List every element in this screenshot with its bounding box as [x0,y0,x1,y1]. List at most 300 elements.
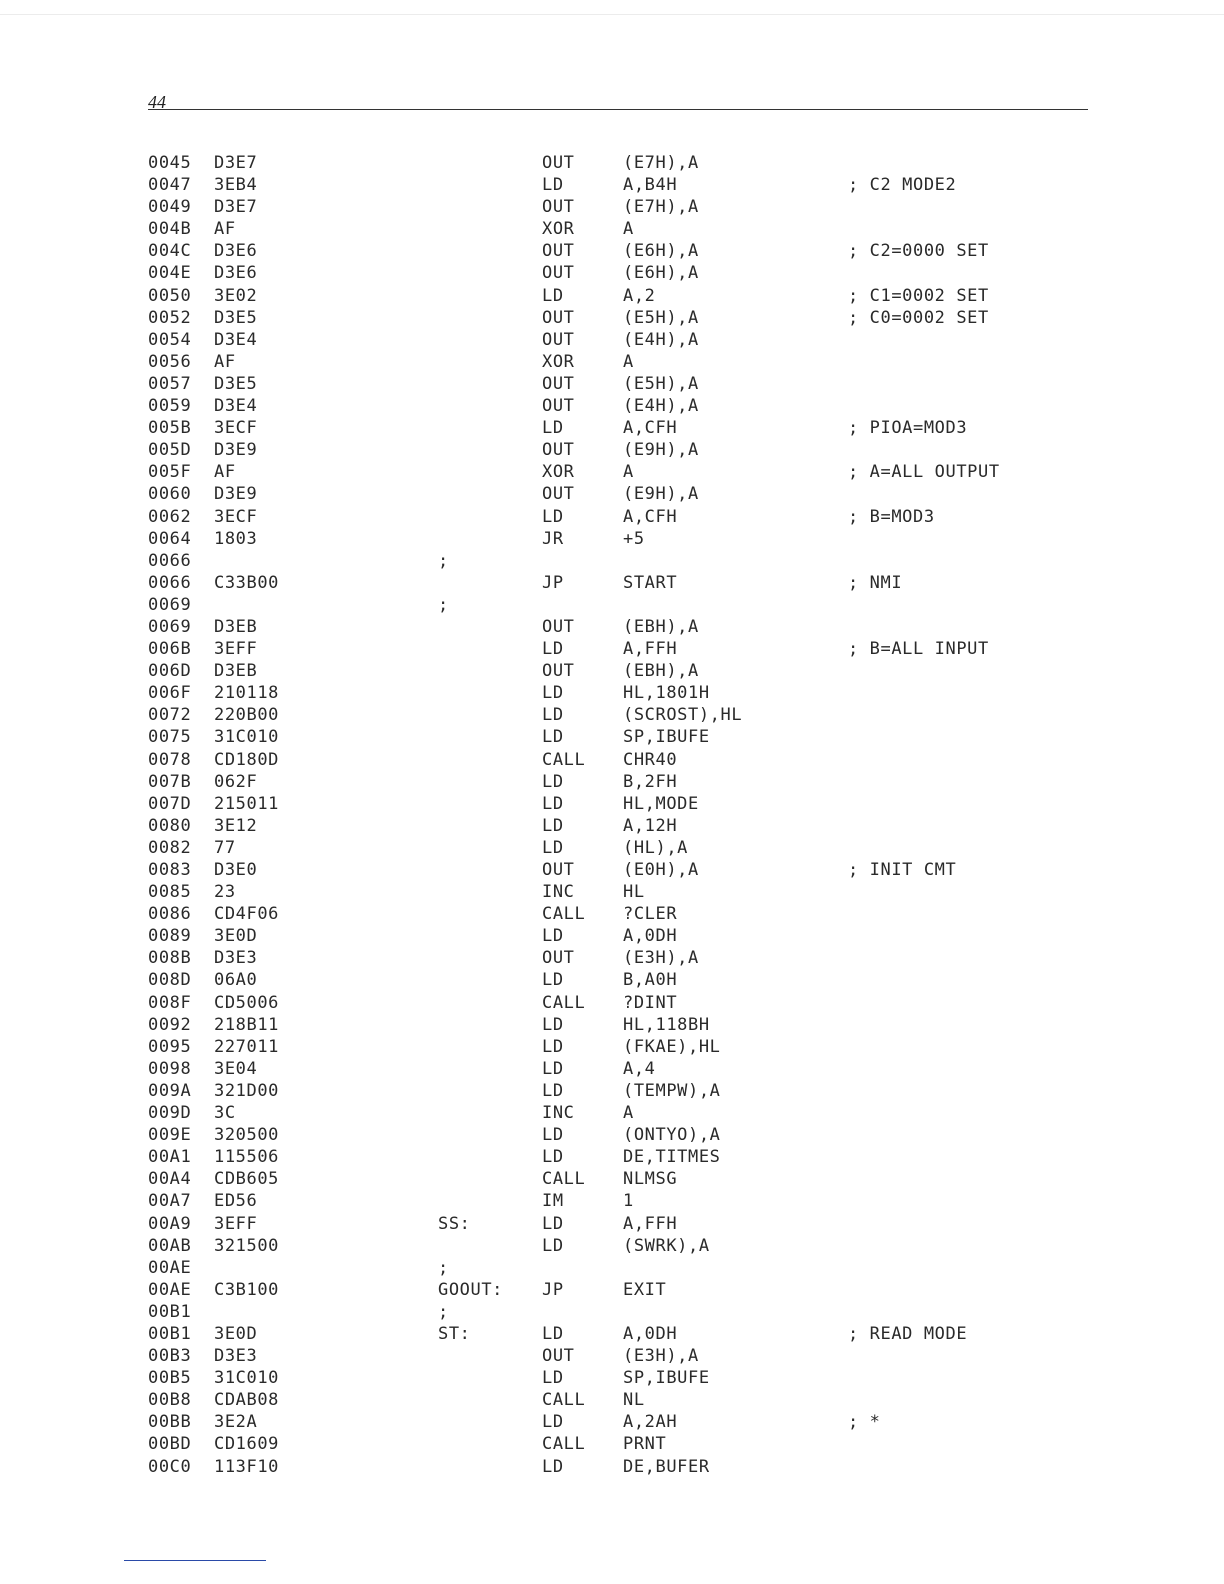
listing-address: 00BD [148,1434,192,1455]
listing-address: 0069 [148,616,192,637]
listing-machine-code: C3B100 [214,1279,280,1300]
listing-line [148,1323,1048,1345]
listing-mnemonic: CALL [542,1390,586,1411]
listing-operand: (E4H),A [623,396,699,417]
listing-mnemonic: LD [542,705,564,726]
listing-line [148,439,1048,461]
listing-address: 0072 [148,705,192,726]
listing-address: 00BB [148,1412,192,1433]
listing-label: ; [438,550,449,571]
listing-mnemonic: OUT [542,616,575,637]
listing-operand: (E5H),A [623,307,699,328]
listing-mnemonic: LD [542,970,564,991]
listing-line [148,483,1048,505]
listing-address: 00B8 [148,1390,192,1411]
listing-machine-code: D3E4 [214,329,258,350]
listing-line [148,881,1048,903]
listing-line [148,506,1048,528]
listing-line [148,1411,1048,1433]
listing-address: 0082 [148,837,192,858]
listing-address: 0047 [148,175,192,196]
listing-address: 00B5 [148,1368,192,1389]
listing-operand: PRNT [623,1434,667,1455]
listing-address: 005F [148,462,192,483]
listing-machine-code: CD1609 [214,1434,280,1455]
listing-machine-code: D3E9 [214,440,258,461]
listing-line [148,262,1048,284]
listing-operand: NL [623,1390,645,1411]
listing-line [148,196,1048,218]
listing-machine-code: 3ECF [214,418,258,439]
listing-line [148,660,1048,682]
listing-operand: START [623,572,678,593]
listing-line [148,1389,1048,1411]
listing-line [148,1213,1048,1235]
listing-mnemonic: LD [542,771,564,792]
listing-machine-code: 3E2A [214,1412,258,1433]
listing-operand: HL,118BH [623,1014,710,1035]
listing-operand: DE,BUFER [623,1456,710,1477]
listing-address: 008B [148,948,192,969]
listing-operand: EXIT [623,1279,667,1300]
listing-operand: HL,1801H [623,683,710,704]
listing-operand: A,FFH [623,1213,678,1234]
listing-line [148,1257,1048,1279]
listing-line [148,704,1048,726]
listing-line [148,1190,1048,1212]
listing-address: 009A [148,1080,192,1101]
listing-line [148,373,1048,395]
listing-machine-code: 3E12 [214,815,258,836]
listing-mnemonic: LD [542,1235,564,1256]
listing-operand: +5 [623,528,645,549]
listing-line [148,793,1048,815]
listing-line [148,1146,1048,1168]
listing-address: 0060 [148,484,192,505]
listing-address: 008F [148,992,192,1013]
scan-edge-line [0,14,1224,15]
listing-line [148,572,1048,594]
listing-machine-code: 31C010 [214,1368,280,1389]
listing-operand: A [623,351,634,372]
listing-address: 0075 [148,727,192,748]
listing-machine-code: C33B00 [214,572,280,593]
listing-address: 0052 [148,307,192,328]
listing-machine-code: D3E0 [214,860,258,880]
listing-operand: (ONTYO),A [623,1125,721,1146]
listing-address: 0066 [148,572,192,593]
listing-address: 00B3 [148,1346,192,1367]
listing-operand: A,B4H [623,175,678,196]
listing-line [148,1301,1048,1323]
listing-mnemonic: OUT [542,396,575,417]
listing-address: 004B [148,219,192,240]
listing-machine-code: AF [214,219,236,240]
listing-line [148,903,1048,925]
listing-machine-code: D3EB [214,661,258,682]
listing-machine-code: 113F10 [214,1456,280,1477]
listing-operand: (E7H),A [623,197,699,218]
listing-line [148,1080,1048,1102]
listing-line [148,1014,1048,1036]
listing-operand: SP,IBUFE [623,727,710,748]
listing-operand: A,CFH [623,506,678,527]
listing-address: 008D [148,970,192,991]
listing-address: 0083 [148,860,192,880]
listing-machine-code: 3E0D [214,1323,258,1344]
listing-machine-code: D3E6 [214,241,258,262]
listing-address: 0078 [148,749,192,770]
listing-mnemonic: OUT [542,197,575,218]
listing-operand: (E3H),A [623,948,699,969]
listing-operand: (EBH),A [623,661,699,682]
listing-operand: NLMSG [623,1169,678,1190]
listing-operand: (E5H),A [623,373,699,394]
listing-line [148,528,1048,550]
listing-line [148,218,1048,240]
listing-operand: B,A0H [623,970,678,991]
listing-machine-code: D3E5 [214,373,258,394]
listing-line [148,1235,1048,1257]
listing-mnemonic: OUT [542,860,575,880]
listing-address: 0086 [148,904,192,925]
listing-comment: ; INIT CMT [848,860,957,880]
listing-line [148,1168,1048,1190]
listing-address: 006B [148,639,192,660]
listing-machine-code: 215011 [214,793,280,814]
listing-line [148,815,1048,837]
listing-machine-code: 062F [214,771,258,792]
listing-operand: 1 [623,1191,634,1212]
listing-operand: HL [623,882,645,903]
page-number: 44 [148,92,166,112]
listing-comment: ; C0=0002 SET [848,307,989,328]
listing-mnemonic: LD [542,639,564,660]
listing-line [148,594,1048,616]
listing-operand: (SCROST),HL [623,705,743,726]
listing-line [148,749,1048,771]
listing-operand: (SWRK),A [623,1235,710,1256]
listing-line [148,461,1048,483]
listing-address: 004E [148,263,192,284]
listing-machine-code: AF [214,462,236,483]
listing-address: 0089 [148,926,192,947]
listing-line [148,1124,1048,1146]
listing-comment: ; B=ALL INPUT [848,639,989,660]
listing-operand: (E6H),A [623,263,699,284]
listing-operand: A [623,219,634,240]
listing-operand: A,2 [623,285,656,306]
listing-operand: (E3H),A [623,1346,699,1367]
listing-line [148,859,1048,881]
listing-line [148,1345,1048,1367]
listing-address: 00C0 [148,1456,192,1477]
listing-machine-code: 3E04 [214,1058,258,1079]
listing-machine-code: 1803 [214,528,258,549]
listing-mnemonic: LD [542,1323,564,1344]
listing-comment: ; C1=0002 SET [848,285,989,306]
listing-operand: A [623,1103,634,1124]
listing-mnemonic: INC [542,1103,575,1124]
listing-address: 00B1 [148,1301,192,1322]
listing-machine-code: 3EFF [214,639,258,660]
listing-line [148,240,1048,262]
listing-line [148,550,1048,572]
listing-operand: DE,TITMES [623,1147,721,1168]
listing-comment: ; NMI [848,572,903,593]
listing-operand: A [623,462,634,483]
listing-mnemonic: OUT [542,153,575,173]
listing-machine-code: D3E6 [214,263,258,284]
listing-comment: ; * [848,1412,881,1433]
listing-mnemonic: LD [542,506,564,527]
listing-line [148,682,1048,704]
listing-operand: A,FFH [623,639,678,660]
listing-machine-code: 31C010 [214,727,280,748]
listing-comment: ; C2=0000 SET [848,241,989,262]
listing-machine-code: D3E3 [214,1346,258,1367]
listing-mnemonic: OUT [542,440,575,461]
listing-machine-code: 321D00 [214,1080,280,1101]
listing-label: ; [438,1301,449,1322]
listing-mnemonic: LD [542,837,564,858]
listing-address: 0095 [148,1036,192,1057]
listing-mnemonic: OUT [542,373,575,394]
listing-address: 0080 [148,815,192,836]
listing-line [148,417,1048,439]
listing-mnemonic: LD [542,793,564,814]
listing-address: 006F [148,683,192,704]
listing-address: 0098 [148,1058,192,1079]
listing-mnemonic: OUT [542,661,575,682]
listing-address: 0069 [148,594,192,615]
listing-comment: ; READ MODE [848,1323,968,1344]
listing-machine-code: 115506 [214,1147,280,1168]
listing-line [148,1036,1048,1058]
listing-address: 0092 [148,1014,192,1035]
listing-operand: (HL),A [623,837,689,858]
listing-address: 0062 [148,506,192,527]
listing-address: 004C [148,241,192,262]
listing-mnemonic: CALL [542,1169,586,1190]
listing-operand: (E4H),A [623,329,699,350]
listing-line [148,1102,1048,1124]
listing-address: 00A9 [148,1213,192,1234]
assembly-listing [148,152,1048,1478]
listing-line [148,152,1048,174]
listing-address: 009D [148,1103,192,1124]
listing-line [148,638,1048,660]
listing-operand: A,2AH [623,1412,678,1433]
listing-machine-code: 3C [214,1103,236,1124]
listing-mnemonic: OUT [542,484,575,505]
listing-line [148,1058,1048,1080]
listing-machine-code: AF [214,351,236,372]
listing-comment: ; A=ALL OUTPUT [848,462,1000,483]
listing-machine-code: D3E4 [214,396,258,417]
listing-address: 00AE [148,1279,192,1300]
listing-address: 0045 [148,153,192,173]
listing-mnemonic: XOR [542,219,575,240]
listing-address: 00AE [148,1257,192,1278]
listing-line [148,307,1048,329]
listing-mnemonic: JR [542,528,564,549]
listing-label: SS: [438,1213,471,1234]
listing-mnemonic: OUT [542,948,575,969]
listing-machine-code: 06A0 [214,970,258,991]
listing-address: 0064 [148,528,192,549]
listing-operand: ?CLER [623,904,678,925]
listing-line [148,771,1048,793]
header-rule [148,109,1088,110]
listing-operand: CHR40 [623,749,678,770]
listing-machine-code: 23 [214,882,236,903]
listing-operand: ?DINT [623,992,678,1013]
listing-mnemonic: JP [542,1279,564,1300]
listing-operand: A,12H [623,815,678,836]
listing-address: 0059 [148,396,192,417]
listing-address: 005D [148,440,192,461]
footer-rule [124,1560,266,1561]
listing-address: 0066 [148,550,192,571]
listing-label: ST: [438,1323,471,1344]
listing-machine-code: D3E9 [214,484,258,505]
listing-address: 007D [148,793,192,814]
listing-operand: (FKAE),HL [623,1036,721,1057]
listing-machine-code: 3EB4 [214,175,258,196]
listing-address: 009E [148,1125,192,1146]
listing-mnemonic: JP [542,572,564,593]
listing-mnemonic: INC [542,882,575,903]
listing-address: 0054 [148,329,192,350]
listing-line [148,1433,1048,1455]
listing-operand: (E6H),A [623,241,699,262]
listing-line [148,329,1048,351]
listing-mnemonic: OUT [542,307,575,328]
listing-label: ; [438,594,449,615]
listing-mnemonic: LD [542,1036,564,1057]
listing-line [148,925,1048,947]
listing-machine-code: 3ECF [214,506,258,527]
listing-machine-code: D3EB [214,616,258,637]
listing-mnemonic: LD [542,1125,564,1146]
listing-mnemonic: LD [542,1368,564,1389]
listing-machine-code: D3E3 [214,948,258,969]
listing-machine-code: CD4F06 [214,904,280,925]
listing-mnemonic: LD [542,1456,564,1477]
listing-machine-code: CD5006 [214,992,280,1013]
listing-address: 00AB [148,1235,192,1256]
listing-comment: ; B=MOD3 [848,506,935,527]
listing-line [148,616,1048,638]
listing-mnemonic: LD [542,815,564,836]
listing-mnemonic: LD [542,1412,564,1433]
listing-operand: A,0DH [623,926,678,947]
listing-operand: (E9H),A [623,484,699,505]
listing-line [148,351,1048,373]
listing-mnemonic: LD [542,926,564,947]
listing-operand: A,4 [623,1058,656,1079]
listing-address: 005B [148,418,192,439]
listing-machine-code: 321500 [214,1235,280,1256]
listing-mnemonic: LD [542,683,564,704]
listing-mnemonic: LD [542,1014,564,1035]
listing-machine-code: 77 [214,837,236,858]
listing-line [148,947,1048,969]
listing-address: 00A4 [148,1169,192,1190]
listing-line [148,1279,1048,1301]
listing-address: 00B1 [148,1323,192,1344]
listing-line [148,837,1048,859]
listing-machine-code: CD180D [214,749,280,770]
listing-machine-code: 218B11 [214,1014,280,1035]
listing-operand: (E0H),A [623,860,699,880]
listing-mnemonic: LD [542,1213,564,1234]
listing-mnemonic: LD [542,418,564,439]
listing-address: 006D [148,661,192,682]
listing-mnemonic: CALL [542,749,586,770]
listing-operand: SP,IBUFE [623,1368,710,1389]
listing-mnemonic: LD [542,1080,564,1101]
listing-address: 0049 [148,197,192,218]
listing-mnemonic: LD [542,1147,564,1168]
listing-operand: A,0DH [623,1323,678,1344]
listing-label: ; [438,1257,449,1278]
listing-mnemonic: OUT [542,329,575,350]
listing-mnemonic: XOR [542,351,575,372]
listing-mnemonic: OUT [542,263,575,284]
listing-line [148,726,1048,748]
listing-machine-code: 210118 [214,683,280,704]
listing-mnemonic: LD [542,727,564,748]
listing-mnemonic: CALL [542,904,586,925]
listing-address: 00A1 [148,1147,192,1168]
listing-machine-code: CDB605 [214,1169,280,1190]
listing-address: 00A7 [148,1191,192,1212]
listing-mnemonic: LD [542,1058,564,1079]
listing-operand: B,2FH [623,771,678,792]
listing-operand: HL,MODE [623,793,699,814]
listing-operand: (TEMPW),A [623,1080,721,1101]
listing-line [148,395,1048,417]
listing-machine-code: 227011 [214,1036,280,1057]
listing-line [148,174,1048,196]
listing-machine-code: D3E5 [214,307,258,328]
listing-mnemonic: OUT [542,1346,575,1367]
listing-operand: (E9H),A [623,440,699,461]
listing-mnemonic: CALL [542,1434,586,1455]
listing-comment: ; PIOA=MOD3 [848,418,968,439]
listing-line [148,969,1048,991]
listing-machine-code: CDAB08 [214,1390,280,1411]
listing-machine-code: 3E02 [214,285,258,306]
listing-machine-code: ED56 [214,1191,258,1212]
listing-machine-code: 220B00 [214,705,280,726]
listing-operand: (E7H),A [623,153,699,173]
listing-mnemonic: CALL [542,992,586,1013]
listing-operand: A,CFH [623,418,678,439]
listing-line [148,1367,1048,1389]
listing-machine-code: D3E7 [214,197,258,218]
listing-machine-code: 320500 [214,1125,280,1146]
listing-address: 007B [148,771,192,792]
listing-mnemonic: IM [542,1191,564,1212]
listing-mnemonic: XOR [542,462,575,483]
listing-address: 0056 [148,351,192,372]
listing-address: 0085 [148,882,192,903]
listing-machine-code: 3EFF [214,1213,258,1234]
listing-machine-code: D3E7 [214,153,258,173]
